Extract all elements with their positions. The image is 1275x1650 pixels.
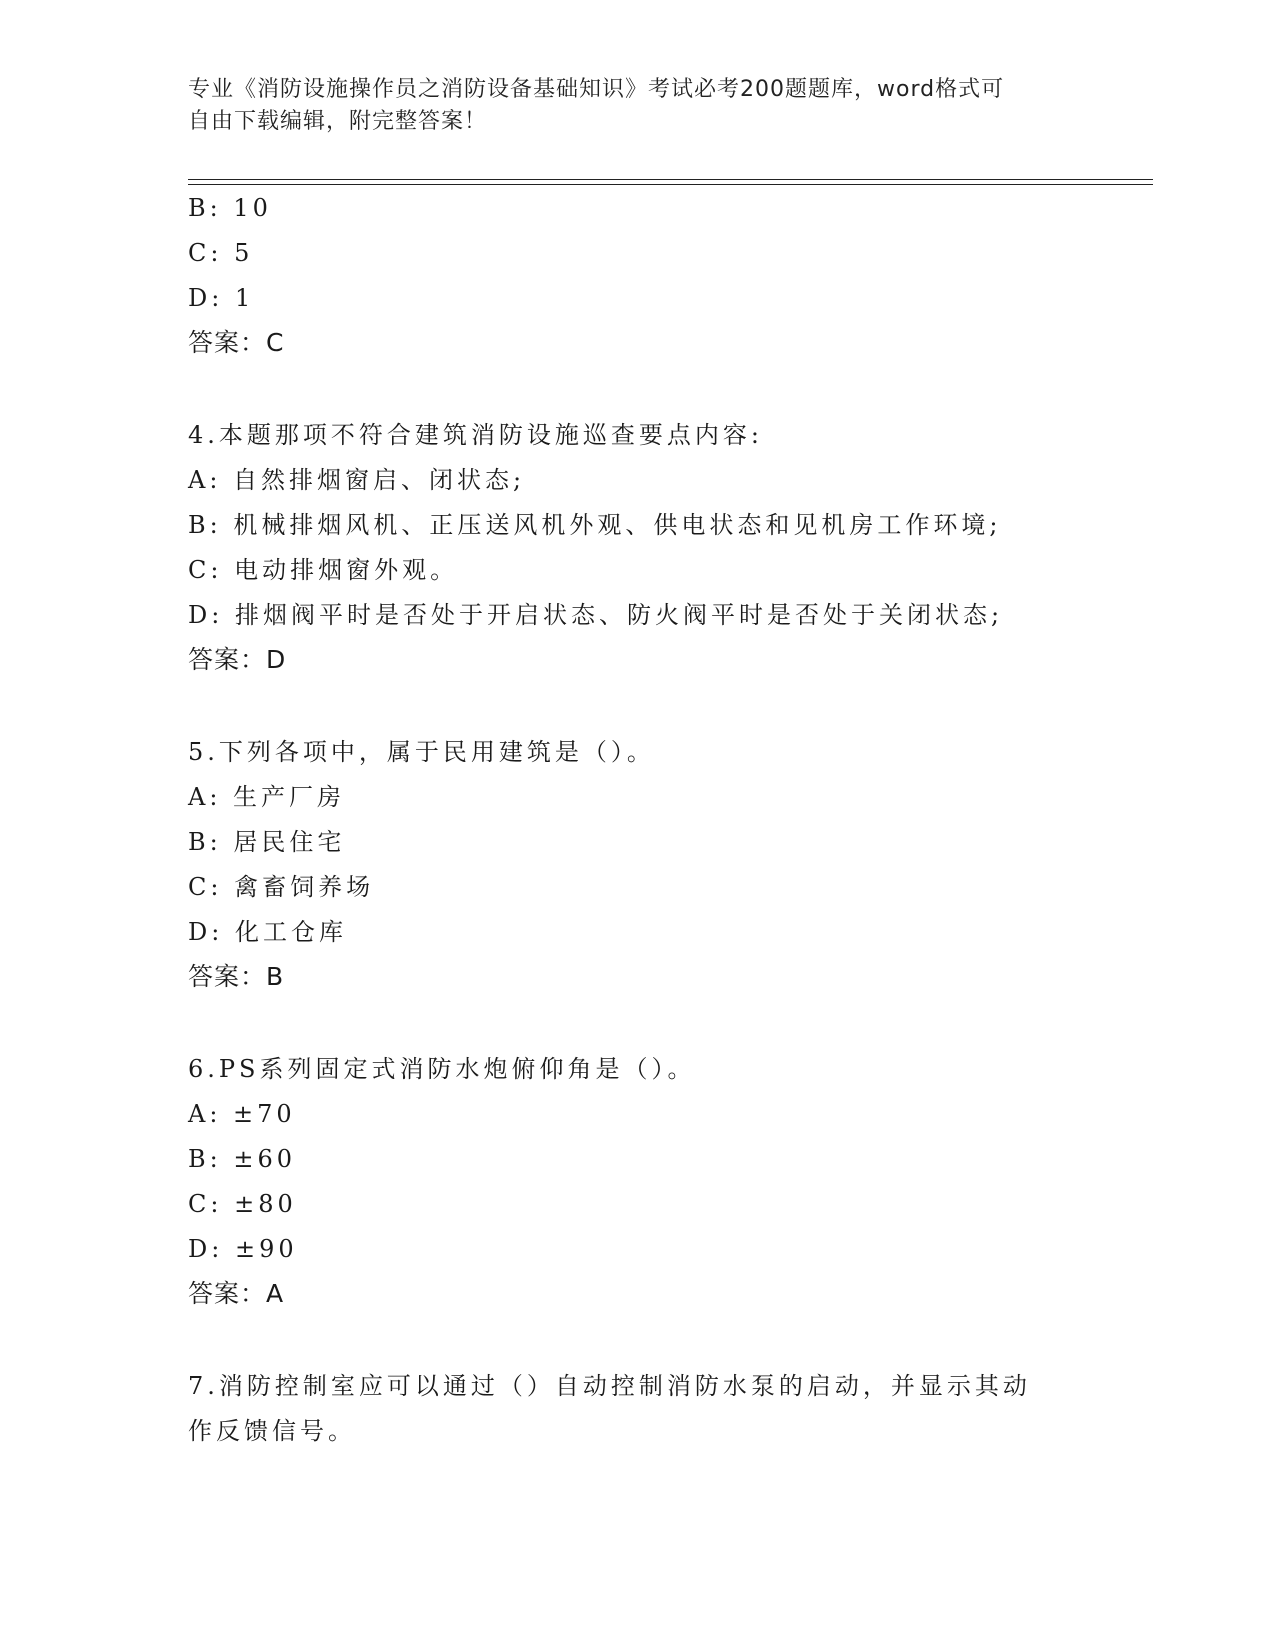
- answer: 答案：A: [188, 1279, 285, 1308]
- question-stem: 6.PS系列固定式消防水炮俯仰角是（）。: [188, 1055, 696, 1083]
- question-stem: 5.下列各项中，属于民用建筑是（）。: [188, 738, 655, 766]
- option-b: B: 10: [188, 194, 272, 222]
- option-b: B: ±60: [188, 1145, 296, 1173]
- page-header: [188, 74, 1088, 138]
- header-divider-bottom: [188, 184, 1153, 185]
- header-line-2: 自由下载编辑，附完整答案！: [188, 109, 488, 134]
- option-d: D: 排烟阀平时是否处于开启状态、防火阀平时是否处于关闭状态;: [188, 601, 1004, 629]
- option-c: C: ±80: [188, 1190, 297, 1218]
- option-c: C: 电动排烟窗外观。: [188, 556, 459, 584]
- question-stem-continued: 作反馈信号。: [188, 1417, 356, 1445]
- option-d: D: 1: [188, 284, 255, 312]
- option-d: D: 化工仓库: [188, 918, 347, 946]
- answer: 答案：C: [188, 328, 285, 357]
- header-divider-top: [188, 179, 1153, 180]
- option-a: A: ±70: [188, 1100, 296, 1128]
- answer: 答案：D: [188, 645, 287, 674]
- option-a: A: 自然排烟窗启、闭状态;: [188, 466, 526, 494]
- option-d: D: ±90: [188, 1235, 298, 1263]
- option-a: A: 生产厂房: [188, 783, 346, 811]
- header-line-1: 专业《消防设施操作员之消防设备基础知识》考试必考200题题库，word格式可: [188, 77, 1005, 102]
- question-stem: 4.本题那项不符合建筑消防设施巡查要点内容:: [188, 421, 763, 449]
- question-stem: 7.消防控制室应可以通过（）自动控制消防水泵的启动，并显示其动: [188, 1372, 1031, 1400]
- option-c: C: 5: [188, 239, 254, 267]
- option-b: B: 机械排烟风机、正压送风机外观、供电状态和见机房工作环境;: [188, 511, 1002, 539]
- option-c: C: 禽畜饲养场: [188, 873, 375, 901]
- option-b: B: 居民住宅: [188, 828, 346, 856]
- answer: 答案：B: [188, 962, 285, 991]
